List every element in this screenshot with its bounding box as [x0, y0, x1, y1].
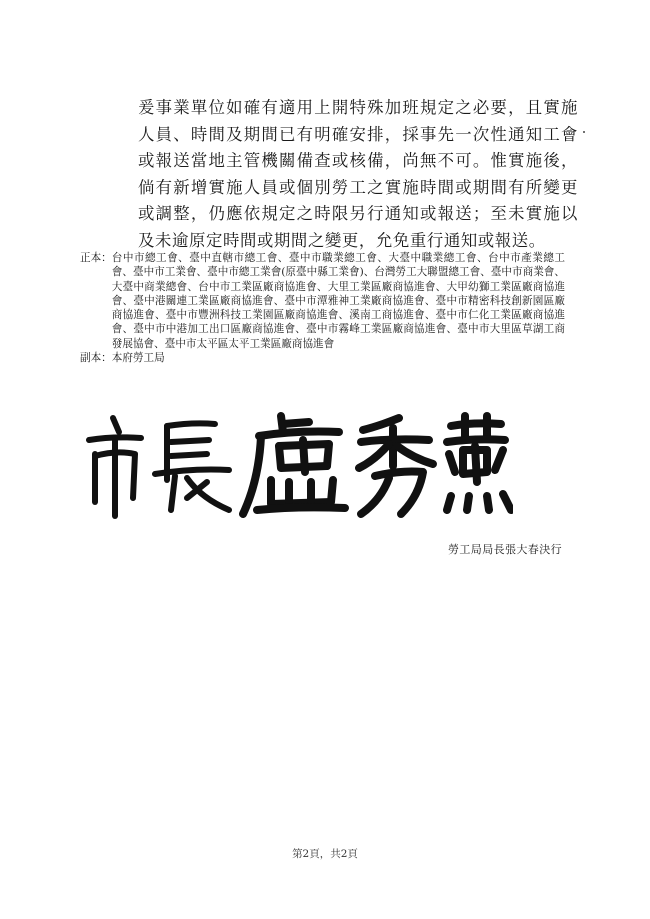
page-number: 第2頁，共2頁 [292, 848, 358, 860]
primary-label: 正本： [80, 252, 112, 264]
delegation-note: 勞工局局長張大春決行 [448, 543, 562, 556]
scan-speck [583, 131, 585, 133]
mayor-signature-stamp [83, 410, 513, 520]
primary-recipients: 台中市總工會、臺中直轄市總工會、臺中市職業總工會、大臺中職業總工會、台中市產業總工會、臺中市工業會、臺中市總工業會(原臺中縣工業會)、台灣勞工大聯盟總工會、臺中市商業會、大臺中商業總會、台中市工業區廠商協進會、大里工業區廠商協進會、大甲幼獅工業區廠商協進會、臺中港關連工業區廠商協進會、臺中市潭雅神工業廠商協進會、臺中市精密科技創新園區廠商協進會、臺中市豐洲科技工業園區廠商協進會、溪南工商協進會、臺中市仁化工業區廠商協進會、臺中市中港加工出口區廠商協進會、臺中市霧峰工業區廠商協進會、臺中市大里區草湖工商發展協會、臺中市太平區太平工業區廠商協進會 [111, 252, 565, 350]
primary-recipients-row [80, 251, 565, 351]
copy-recipients-row [80, 351, 565, 365]
distribution-list [80, 251, 565, 365]
copy-label: 副本： [80, 352, 112, 365]
signature-image [83, 410, 513, 520]
copy-recipients: 本府勞工局 [111, 352, 165, 365]
body-paragraph: 爰事業單位如確有適用上開特殊加班規定之必要，且實施人員、時間及期間已有明確安排，採事先一次性通知工會或報送當地主管機關備查或核備，尚無不可。惟實施後，倘有新增實施人員或個別勞工之實施時間或期間有所變更或調整，仍應依規定之時限另行通知或報送；至未實施以及未逾原定時間或期間之變更，允免重行通知或報送。 [138, 98, 578, 250]
